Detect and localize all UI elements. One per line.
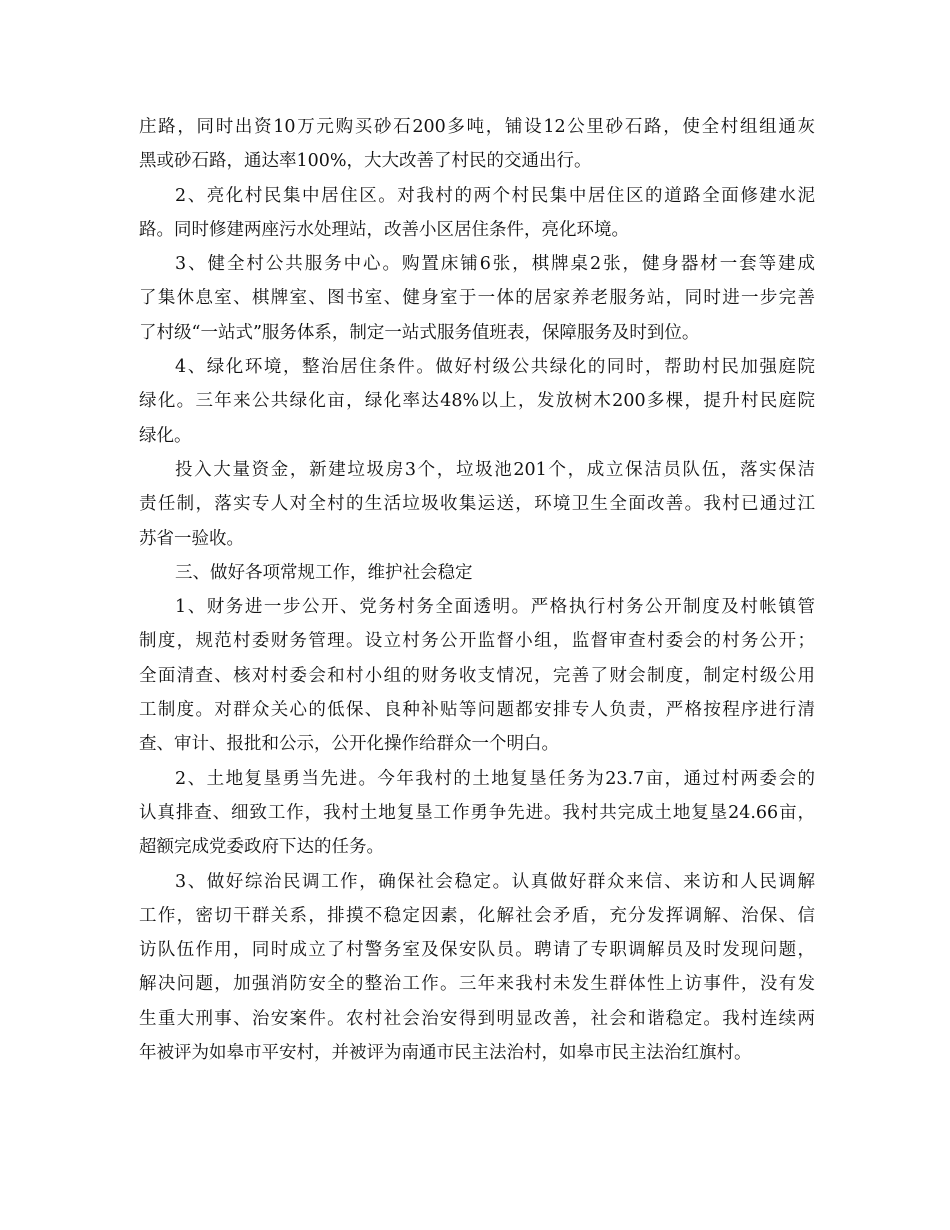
text-line: 解决问题，加强消防安全的整治工作。三年来我村未发生群体性上访事件，没有发 xyxy=(139,974,815,995)
text-line: 黑或砂石路，通达率100%，大大改善了村民的交通出行。 xyxy=(139,151,592,172)
text-line: 全面清查、核对村委会和村小组的财务收支情况，完善了财会制度，制定村级公用 xyxy=(139,665,815,686)
text-line: 绿化。 xyxy=(139,425,192,446)
text-line: 庄路，同时出资10万元购买砂石200多吨，铺设12公里砂石路，使全村组组通灰 xyxy=(139,117,815,137)
text-line: 路。同时修建两座污水处理站，改善小区居住条件，亮化环境。 xyxy=(139,219,629,240)
text-line: 1、财务进一步公开、党务村务全面透明。严格执行村务公开制度及村帐镇管 xyxy=(175,597,815,618)
text-line: 2、亮化村民集中居住区。对我村的两个村民集中居住区的道路全面修建水泥 xyxy=(175,185,815,206)
text-line: 三、做好各项常规工作，维护社会稳定 xyxy=(175,562,473,583)
text-line: 3、做好综治民调工作，确保社会稳定。认真做好群众来信、来访和人民调解 xyxy=(175,871,815,892)
text-line: 了村级“一站式”服务体系，制定一站式服务值班表，保障服务及时到位。 xyxy=(139,322,700,343)
text-line: 3、健全村公共服务中心。购置床铺6张，棋牌桌2张，健身器材一套等建成 xyxy=(175,254,815,275)
text-line: 4、绿化环境，整治居住条件。做好村级公共绿化的同时，帮助村民加强庭院 xyxy=(175,357,815,378)
text-line: 工作，密切干群关系，排摸不稳定因素，化解社会矛盾，充分发挥调解、治保、信 xyxy=(139,905,815,926)
text-line: 苏省一验收。 xyxy=(139,528,244,549)
text-line: 制度，规范村委财务管理。设立村务公开监督小组，监督审查村委会的村务公开； xyxy=(139,631,815,652)
text-line: 生重大刑事、治安案件。农村社会治安得到明显改善，社会和谐稳定。我村连续两 xyxy=(139,1008,815,1029)
text-line: 超额完成党委政府下达的任务。 xyxy=(139,837,384,858)
text-line: 查、审计、报批和公示，公开化操作给群众一个明白。 xyxy=(139,734,559,755)
text-line: 2、土地复垦勇当先进。今年我村的土地复垦任务为23.7亩，通过村两委会的 xyxy=(175,768,815,789)
text-line: 投入大量资金，新建垃圾房3个，垃圾池201个，成立保洁员队伍，落实保洁 xyxy=(175,459,815,480)
text-line: 年被评为如皋市平安村，并被评为南通市民主法治村，如皋市民主法治红旗村。 xyxy=(139,1043,752,1064)
text-line: 责任制，落实专人对全村的生活垃圾收集运送，环境卫生全面改善。我村已通过江 xyxy=(139,494,815,515)
text-line: 工制度。对群众关心的低保、良种补贴等问题都安排专人负责，严格按程序进行清 xyxy=(139,700,815,721)
text-line: 访队伍作用，同时成立了村警务室及保安队员。聘请了专职调解员及时发现问题， xyxy=(139,940,815,961)
text-line: 了集休息室、棋牌室、图书室、健身室于一体的居家养老服务站，同时进一步完善 xyxy=(139,288,815,309)
text-line: 认真排查、细致工作，我村土地复垦工作勇争先进。我村共完成土地复垦24.66亩， xyxy=(139,802,815,823)
text-line: 绿化。三年来公共绿化亩，绿化率达48%以上，发放树木200多棵，提升村民庭院 xyxy=(139,391,815,412)
document-body xyxy=(139,110,815,1070)
